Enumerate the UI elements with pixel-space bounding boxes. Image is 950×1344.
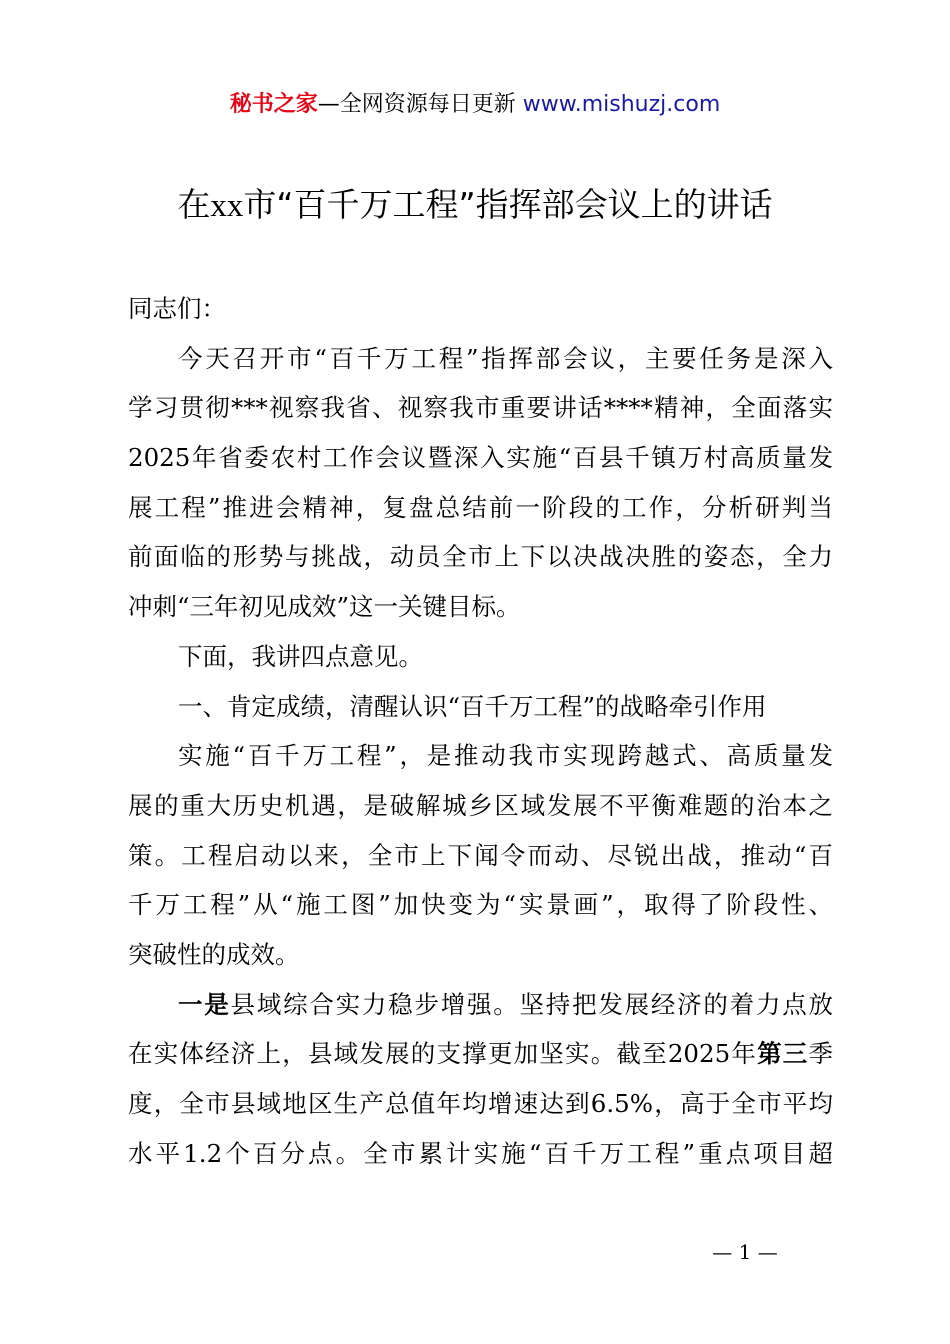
title-suffix: 市“百千万工程”指挥部会议上的讲话 xyxy=(243,185,773,224)
paragraph-line xyxy=(128,1029,833,1079)
document-title xyxy=(0,182,950,229)
paragraph-line: 千万工程”从“施工图”加快变为“实景画”，取得了阶段性、 xyxy=(128,890,833,920)
greeting: 同志们： xyxy=(128,294,226,323)
section-heading: 一、肯定成绩，清醒认识“百千万工程”的战略牵引作用 xyxy=(178,691,767,721)
paragraph-line: 水平1.2个百分点。全市累计实施“百千万工程”重点项目超 xyxy=(128,1138,833,1168)
bold-run: 第三 xyxy=(757,1039,809,1069)
title-latin: xx xyxy=(210,188,244,224)
paragraph-line: 实施“百千万工程”，是推动我市实现跨越式、高质量发 xyxy=(178,741,833,771)
bold-lead: 一是 xyxy=(178,989,231,1019)
paragraph-line: 展的重大历史机遇，是破解城乡区域发展不平衡难题的治本之 xyxy=(128,790,833,820)
paragraph-line: 策。工程启动以来，全市上下闻令而动、尽锐出战，推动“百 xyxy=(128,840,833,870)
paragraph-line: 展工程”推进会精神，复盘总结前一阶段的工作，分析研判当 xyxy=(128,492,833,522)
site-tagline: —全网资源每日更新 xyxy=(317,92,516,117)
document-body xyxy=(128,284,833,1178)
text-run: 季 xyxy=(808,1039,833,1069)
title-prefix: 在 xyxy=(177,185,211,224)
paragraph-3 xyxy=(128,980,833,1179)
site-brand: 秘书之家 xyxy=(229,92,318,117)
text-run: 县域综合实力稳步增强。坚持把发展经济的着力点放 xyxy=(230,989,834,1019)
paragraph-line: 今天召开市“百千万工程”指挥部会议，主要任务是深入 xyxy=(178,343,833,373)
paragraph-line: 前面临的形势与挑战，动员全市上下以决战决胜的姿态，全力 xyxy=(128,542,833,572)
paragraph-line xyxy=(128,980,833,1030)
text-run: 在实体经济上，县域发展的支撑更加坚实。截至2025年 xyxy=(128,1039,758,1069)
site-url-link[interactable]: www.mishuzj.com xyxy=(522,92,721,117)
intro-sentence: 下面，我讲四点意见。 xyxy=(178,641,423,671)
paragraph-line: 冲刺“三年初见成效”这一关键目标。 xyxy=(128,592,521,622)
paragraph-line: 2025年省委农村工作会议暨深入实施“百县千镇万村高质量发 xyxy=(128,443,833,473)
paragraph-line: 突破性的成效。 xyxy=(128,939,300,969)
paragraph-line: 学习贯彻***视察我省、视察我市重要讲话****精神，全面落实 xyxy=(128,393,833,423)
site-header xyxy=(0,88,950,122)
paragraph-2 xyxy=(128,731,833,979)
paragraph-1 xyxy=(128,334,833,632)
paragraph-line: 度，全市县域地区生产总值年均增速达到6.5%，高于全市平均 xyxy=(128,1089,833,1118)
page-number: — 1 — xyxy=(712,1240,778,1264)
